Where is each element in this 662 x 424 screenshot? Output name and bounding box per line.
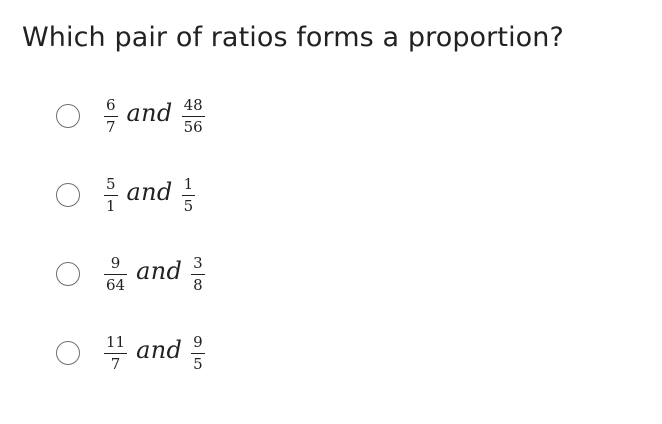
radio-button[interactable]: [56, 341, 80, 365]
connector-word: and: [126, 99, 173, 127]
radio-button[interactable]: [56, 104, 80, 128]
fraction-second: [182, 176, 196, 215]
fraction-second: [182, 97, 205, 136]
answer-option-2[interactable]: [56, 169, 195, 221]
question-text: Which pair of ratios forms a proportion?: [22, 22, 564, 53]
numerator: 5: [106, 174, 116, 193]
numerator: 1: [183, 174, 194, 193]
radio-button[interactable]: [56, 262, 80, 286]
fraction-first: [104, 176, 118, 215]
connector-word: and: [136, 257, 183, 285]
denominator: 56: [183, 117, 203, 136]
denominator: 64: [106, 275, 126, 294]
answer-option-1[interactable]: [56, 90, 205, 142]
numerator: 9: [193, 332, 203, 351]
numerator: 11: [106, 332, 126, 351]
denominator: 7: [110, 354, 121, 373]
denominator: 7: [106, 117, 116, 136]
ratio-pair: [104, 334, 205, 373]
numerator: 9: [110, 253, 121, 272]
answer-option-3[interactable]: [56, 248, 205, 300]
fraction-first: [104, 255, 127, 294]
denominator: 5: [183, 196, 194, 215]
radio-button[interactable]: [56, 183, 80, 207]
numerator: 6: [106, 95, 116, 114]
denominator: 8: [193, 275, 203, 294]
fraction-first: [104, 97, 118, 136]
denominator: 1: [106, 196, 116, 215]
ratio-pair: [104, 255, 205, 294]
denominator: 5: [193, 354, 203, 373]
answer-option-4[interactable]: [56, 327, 205, 379]
connector-word: and: [126, 178, 173, 206]
ratio-pair: [104, 176, 195, 215]
connector-word: and: [136, 336, 183, 364]
fraction-first: [104, 334, 127, 373]
fraction-second: [191, 334, 205, 373]
ratio-pair: [104, 97, 205, 136]
fraction-second: [191, 255, 205, 294]
numerator: 3: [193, 253, 203, 272]
numerator: 48: [183, 95, 203, 114]
